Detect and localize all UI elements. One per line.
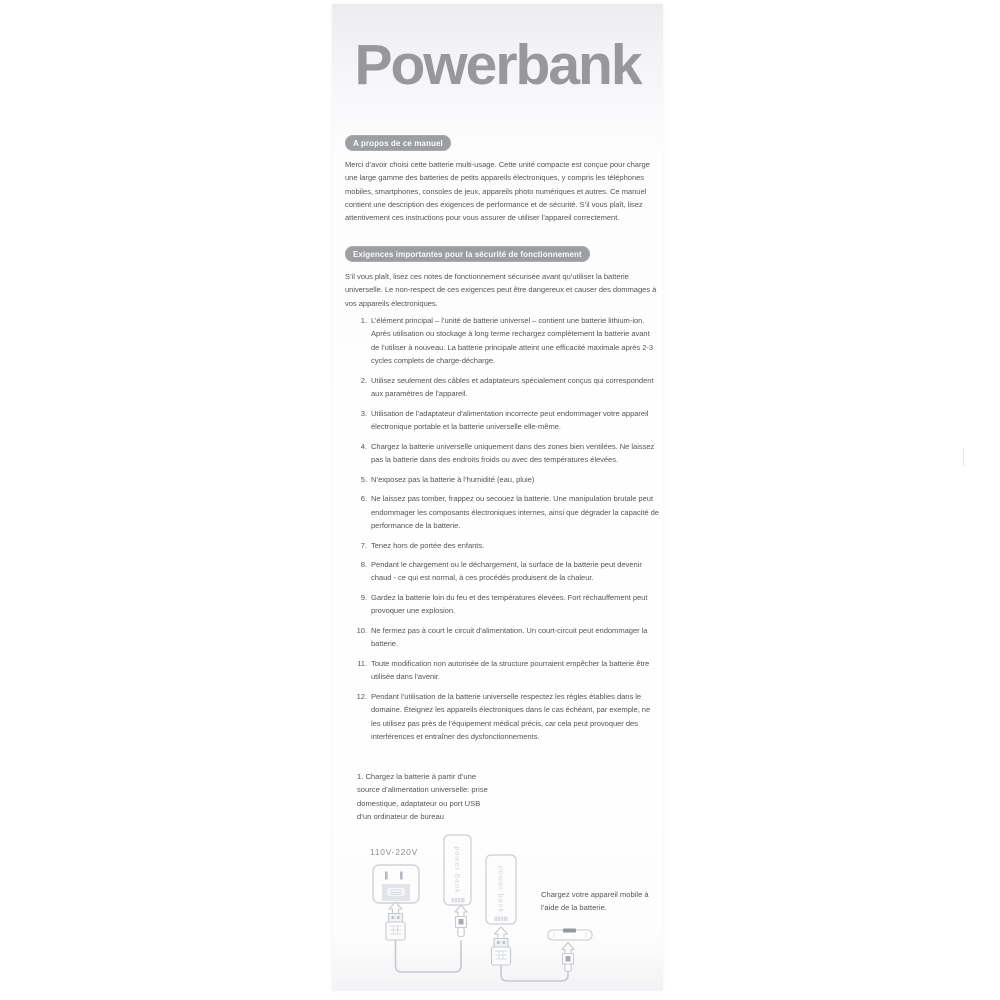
safety-item bbox=[345, 492, 660, 532]
item-text: Pendant le chargement ou le déchargement, la surface de la batterie peut devenir chaud - ce qui est normal, à ces procédés produisent de la chaleur. bbox=[371, 560, 642, 583]
phone-icon bbox=[548, 929, 592, 941]
arrow-up-icon bbox=[389, 902, 402, 914]
power-bank-icon bbox=[444, 835, 471, 905]
wall-outlet-icon bbox=[373, 865, 419, 903]
item-number: 12. bbox=[356, 692, 367, 702]
item-text: Utilisez seulement des câbles et adaptateurs spécialement conçus qui correspondent aux paramètres de l’appareil. bbox=[371, 375, 654, 398]
item-number: 1. bbox=[360, 316, 367, 325]
item-number: 7. bbox=[360, 540, 367, 550]
power-bank-icon bbox=[486, 855, 516, 924]
page-title: Powerbank bbox=[354, 33, 641, 97]
power-bank-label: power bank bbox=[496, 865, 506, 914]
safety-item bbox=[345, 690, 660, 743]
item-text: Tenez hors de portée des enfants. bbox=[371, 540, 485, 550]
safety-item bbox=[345, 440, 660, 467]
item-number: 2. bbox=[360, 375, 367, 385]
item-number: 5. bbox=[360, 474, 367, 484]
safety-item bbox=[345, 374, 660, 401]
item-number: 6. bbox=[360, 494, 367, 504]
safety-item bbox=[345, 407, 660, 434]
item-text: Pendant l’utilisation de la batterie universelle respectez les règles établies dans le domaine. Éteignez les appareils électroniques dans le cas échéant, par exemple, ne les utilisez pas près de l’équipement médical précis, car cela peut provoquer des interférences et entraîner des dysfonctionnements. bbox=[371, 692, 651, 742]
item-number: 10. bbox=[356, 626, 367, 636]
power-bank-label: power bank bbox=[453, 846, 462, 894]
usage-step1-caption: 1. Chargez la batterie à partir d’une source d’alimentation universelle: prise domestique, adaptateur ou port USB d’un ordinateur de bureau bbox=[357, 772, 488, 821]
safety-item bbox=[345, 591, 660, 618]
safety-item bbox=[345, 314, 660, 367]
safety-list bbox=[345, 314, 660, 750]
usb-plug-icon bbox=[492, 939, 511, 966]
arrow-up-icon bbox=[495, 927, 508, 939]
safety-item bbox=[345, 657, 660, 684]
item-text: Utilisation de l’adaptateur d’alimentation incorrecte peut endommager votre appareil électronique portable et la batterie universelle elle-même. bbox=[371, 408, 649, 431]
section-badge-safety: Exigences importantes pour la sécurité de fonctionnement bbox=[345, 246, 590, 262]
usb-plug-icon bbox=[386, 914, 405, 941]
safety-item bbox=[345, 539, 660, 552]
cable-line bbox=[501, 965, 568, 981]
item-text: Ne fermez pas à court le circuit d’alimentation. Un court-circuit peut endommager la batterie. bbox=[371, 626, 648, 649]
safety-item bbox=[345, 558, 660, 585]
cable-line bbox=[396, 940, 462, 972]
section-badge-about: A propos de ce manuel bbox=[345, 135, 451, 151]
safety-intro-paragraph: S’il vous plaît, lisez ces notes de fonctionnement sécurisée avant qu’utiliser la batterie universelle. Le non-respect de ces exigences peut être dangereux et causer des dommages à vos appareils électroniques. bbox=[345, 272, 657, 308]
item-text: Ne laissez pas tomber, frappez ou secouez la batterie. Une manipulation brutale peut endommager les composants électroniques internes, ainsi que dégrader la capacité de performance de la batterie. bbox=[371, 494, 659, 530]
item-number: 11. bbox=[357, 659, 367, 669]
safety-item bbox=[345, 473, 660, 486]
manual-page bbox=[332, 4, 663, 991]
safety-item bbox=[345, 624, 660, 651]
voltage-label: 110V-220V bbox=[370, 847, 419, 857]
micro-usb-plug-icon bbox=[455, 905, 467, 937]
item-number: 3. bbox=[360, 408, 367, 418]
item-text: L’élément principal – l’unité de batterie universel – contient une batterie lithium-ion. Après utilisation ou stockage à long terme rechargez complètement la batterie avant de l’utiliser à nouveau. La batterie principale atteint une efficacité maximale après 2-3 cycles complets de charge-décharge. bbox=[371, 316, 654, 365]
micro-usb-plug-icon bbox=[562, 943, 574, 972]
item-number: 8. bbox=[360, 560, 367, 570]
about-paragraph: Merci d’avoir choisi cette batterie multi-usage. Cette unité compacte est conçue pour charge une large gamme des batteries de petits appareils électroniques, y compris les téléphones mobiles, smartphones, consoles de jeux, appareils photo numériques et autres. Ce manuel contient une description des exigences de performance et de sécurité. S’il vous plaît, lisez attentivement ces instructions pour vous assurer de utiliser l’appareil correctement. bbox=[345, 160, 650, 223]
item-number: 4. bbox=[360, 441, 367, 451]
item-text: N’exposez pas la batterie à l’humidité (eau, pluie) bbox=[371, 474, 535, 484]
item-number: 9. bbox=[360, 593, 367, 603]
item-text: Chargez la batterie universelle uniquement dans des zones bien ventilées. Ne laissez pas la batterie dans des endroits froids ou avec des températures élevées. bbox=[371, 441, 655, 464]
usage-step2-caption: Chargez votre appareil mobile à l’aide de la batterie. bbox=[541, 890, 649, 912]
item-text: Gardez la batterie loin du feu et des températures élevées. Fort réchauffement peut provoquer une explosion. bbox=[371, 593, 648, 616]
page-edge-artifact bbox=[963, 448, 964, 466]
item-text: Toute modification non autorisée de la structure pourraient empêcher la batterie être utilisée dans l’avenir. bbox=[371, 659, 650, 682]
